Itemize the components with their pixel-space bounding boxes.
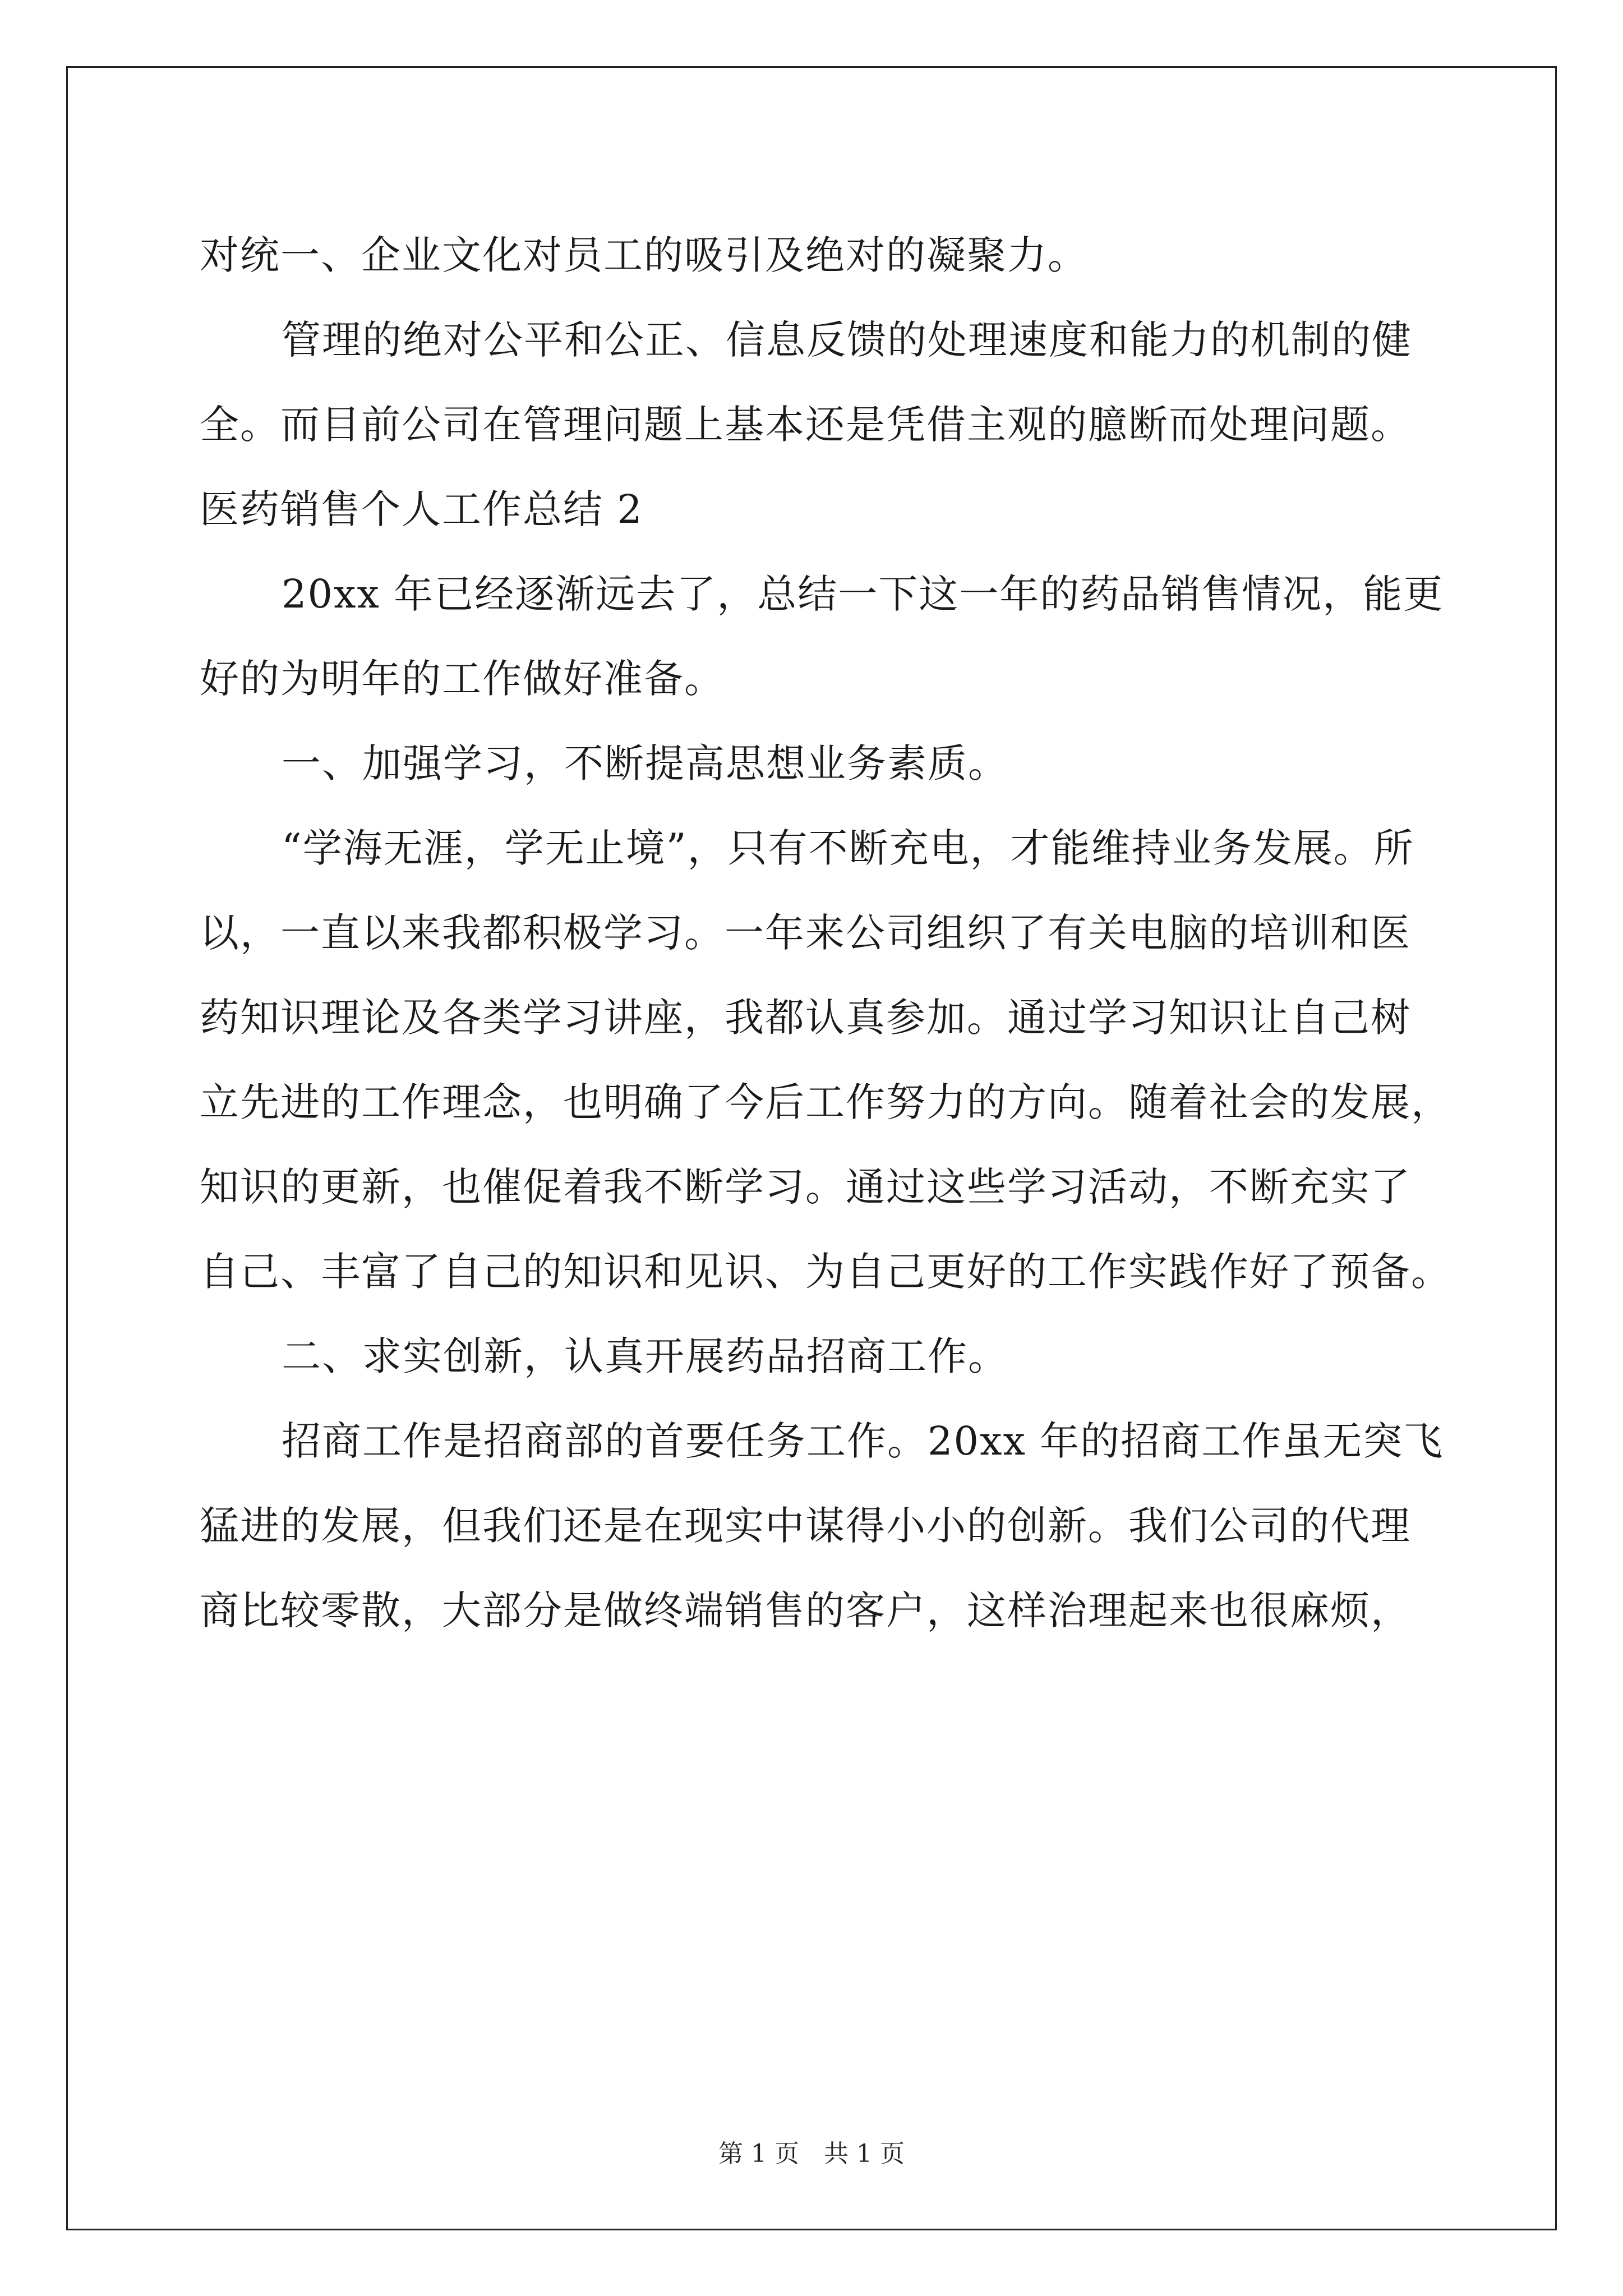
text-line: “学海无涯，学无止境”，只有不断充电，才能维持业务发展。所	[282, 825, 1414, 871]
section-heading: 医药销售个人工作总结 2	[200, 486, 643, 532]
text-line: 商比较零散，大部分是做终端销售的客户，这样治理起来也很麻烦，	[200, 1588, 1411, 1634]
text-line: 药知识理论及各类学习讲座，我都认真参加。通过学习知识让自己树	[200, 995, 1411, 1041]
text-line: 对统一、企业文化对员工的吸引及绝对的凝聚力。	[200, 232, 1088, 278]
text-line: 全。而目前公司在管理问题上基本还是凭借主观的臆断而处理问题。	[200, 402, 1411, 448]
text-line: 自己、丰富了自己的知识和见识、为自己更好的工作实践作好了预备。	[200, 1249, 1451, 1295]
subheading: 一、加强学习，不断提高思想业务素质。	[282, 740, 1008, 786]
text-line: 招商工作是招商部的首要任务工作。20xx 年的招商工作虽无突飞	[282, 1418, 1444, 1464]
text-line: 好的为明年的工作做好准备。	[200, 656, 725, 702]
text-line: 立先进的工作理念，也明确了今后工作努力的方向。随着社会的发展，	[200, 1079, 1451, 1125]
document-body	[200, 213, 1451, 1653]
page-number-footer: 第 1 页 共 1 页	[718, 2139, 905, 2168]
text-line: 以，一直以来我都积极学习。一年来公司组织了有关电脑的培训和医	[200, 910, 1411, 956]
text-line: 20xx 年已经逐渐远去了，总结一下这一年的药品销售情况，能更	[282, 571, 1444, 617]
text-line: 知识的更新，也催促着我不断学习。通过这些学习活动，不断充实了	[200, 1164, 1411, 1210]
text-line: 管理的绝对公平和公正、信息反馈的处理速度和能力的机制的健	[282, 317, 1412, 363]
subheading: 二、求实创新，认真开展药品招商工作。	[282, 1333, 1008, 1379]
text-line: 猛进的发展，但我们还是在现实中谋得小小的创新。我们公司的代理	[200, 1503, 1411, 1549]
